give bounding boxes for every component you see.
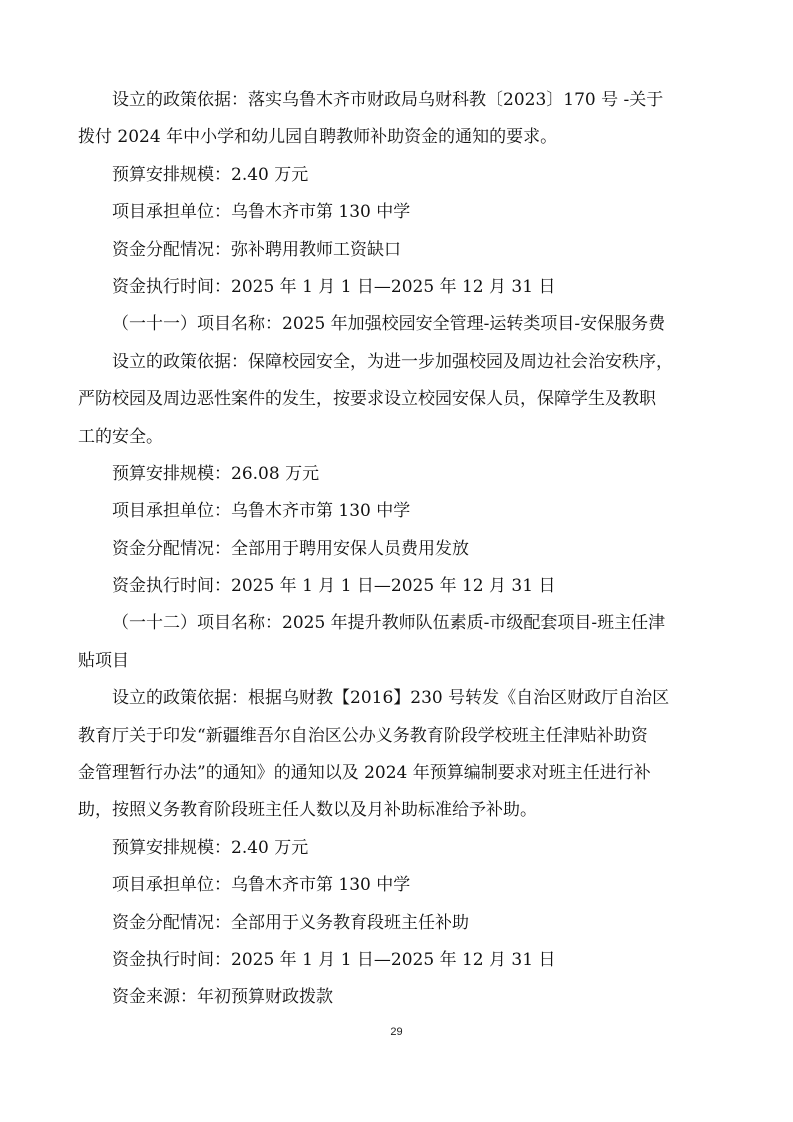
fund-source-12: 资金来源：年初预算财政拨款 xyxy=(112,987,333,1008)
policy-basis-line-1: 设立的政策依据：落实乌鲁木齐市财政局乌财科教〔2023〕170 号 -关于 xyxy=(112,90,664,110)
budget-scale: 预算安排规模：2.40 万元 xyxy=(112,164,309,185)
page-number: 29 xyxy=(390,1026,403,1038)
document-body xyxy=(78,82,718,1017)
policy-basis-12-line-1: 设立的政策依据：根据乌财教【2016】230 号转发《自治区财政厅自治区 xyxy=(112,688,670,709)
undertaking-unit-11: 项目承担单位：乌鲁木齐市第 130 中学 xyxy=(112,501,411,522)
budget-scale-12: 预算安排规模：2.40 万元 xyxy=(112,837,309,858)
execution-time-11: 资金执行时间：2025 年 1 月 1 日—2025 年 12 月 31 日 xyxy=(112,576,556,597)
policy-basis-11-line-3: 工的安全。 xyxy=(78,426,163,447)
project-heading-12-line-1: （一十二）项目名称：2025 年提升教师队伍素质-市级配套项目-班主任津 xyxy=(112,613,666,634)
project-heading-11: （一十一）项目名称：2025 年加强校园安全管理-运转类项目-安保服务费 xyxy=(112,314,666,335)
execution-time-12: 资金执行时间：2025 年 1 月 1 日—2025 年 12 月 31 日 xyxy=(112,949,556,970)
fund-allocation-11: 资金分配情况：全部用于聘用安保人员费用发放 xyxy=(112,538,469,559)
policy-basis-11-line-2: 严防校园及周边恶性案件的发生，按要求设立校园安保人员，保障学生及教职 xyxy=(78,389,656,410)
fund-allocation: 资金分配情况：弥补聘用教师工资缺口 xyxy=(112,239,401,260)
budget-scale-11: 预算安排规模：26.08 万元 xyxy=(112,463,320,484)
undertaking-unit-12: 项目承担单位：乌鲁木齐市第 130 中学 xyxy=(112,875,411,896)
policy-basis-line-2: 拨付 2024 年中小学和幼儿园自聘教师补助资金的通知的要求。 xyxy=(78,127,558,148)
policy-basis-12-line-4: 助，按照义务教育阶段班主任人数以及月补助标准给予补助。 xyxy=(78,800,537,821)
policy-basis-12-line-3: 金管理暂行办法”的通知》的通知以及 2024 年预算编制要求对班主任进行补 xyxy=(78,763,651,784)
undertaking-unit: 项目承担单位：乌鲁木齐市第 130 中学 xyxy=(112,202,411,223)
project-heading-12-line-2: 贴项目 xyxy=(78,650,129,671)
execution-time: 资金执行时间：2025 年 1 月 1 日—2025 年 12 月 31 日 xyxy=(112,276,556,297)
policy-basis-12-line-2: 教育厅关于印发“新疆维吾尔自治区公办义务教育阶段学校班主任津贴补助资 xyxy=(78,725,648,746)
policy-basis-11-line-1: 设立的政策依据：保障校园安全，为进一步加强校园及周边社会治安秩序， xyxy=(112,351,673,372)
fund-allocation-12: 资金分配情况：全部用于义务教育段班主任补助 xyxy=(112,912,469,933)
